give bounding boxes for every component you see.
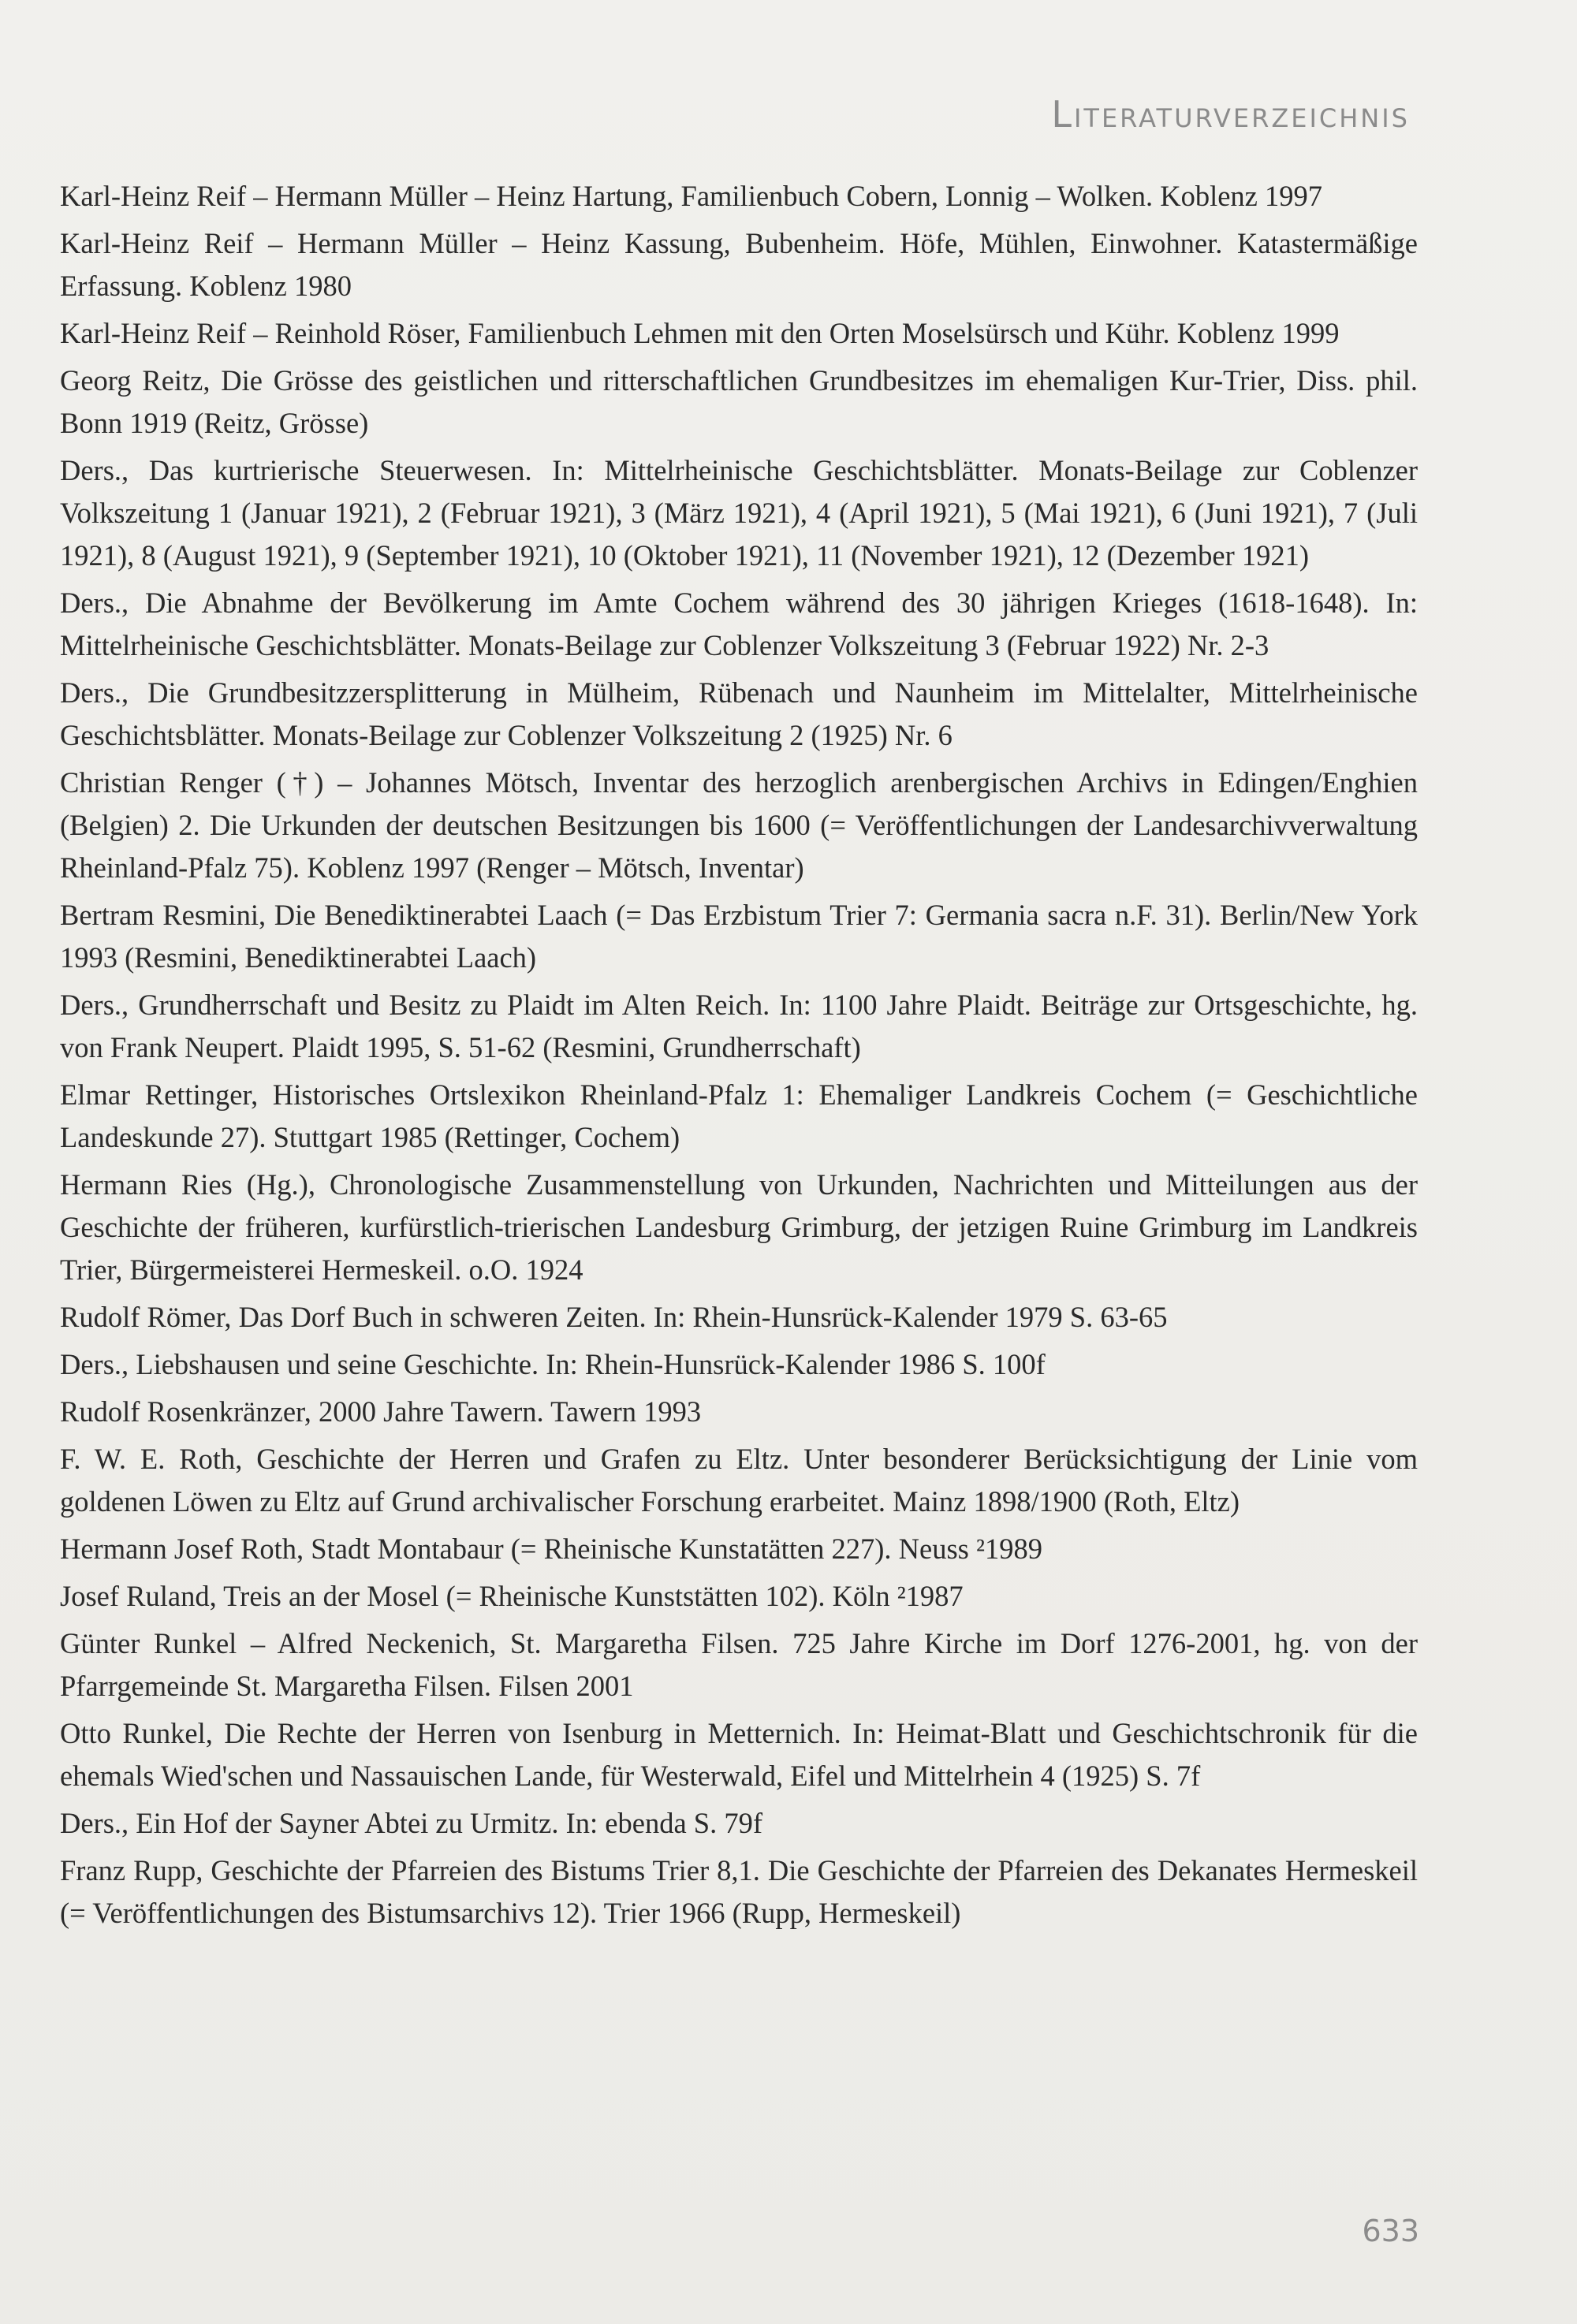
bibliography-entry: Karl-Heinz Reif – Hermann Müller – Heinz Kassung, Bubenheim. Höfe, Mühlen, Einwohner. Katastermäßige Erfassung. Koblenz 1980 (60, 227, 1418, 302)
bibliography-entry: Ders., Die Grundbesitzzersplitterung in Mülheim, Rübenach und Naunheim im Mittelalter, Mittelrheinische Geschichtsblätter. Monats-Beilage zur Coblenzer Volkszeitung 2 (1925) Nr. 6 (60, 676, 1418, 751)
bibliography-entry: Hermann Ries (Hg.), Chronologische Zusammenstellung von Urkunden, Nachrichten und Mitteilungen aus der Geschichte der früheren, kurfürstlich-trierischen Landesburg Grimburg, der jetzigen Ruine Grimburg im Landkreis Trier, Bürgermeisterei Hermeskeil. o.O. 1924 (60, 1168, 1418, 1286)
bibliography-entry: Ders., Grundherrschaft und Besitz zu Plaidt im Alten Reich. In: 1100 Jahre Plaidt. Beiträge zur Ortsgeschichte, hg. von Frank Neupert. Plaidt 1995, S. 51-62 (Resmini, Grundherrschaft) (60, 989, 1418, 1063)
bibliography-entry: Ders., Die Abnahme der Bevölkerung im Amte Cochem während des 30 jährigen Krieges (1618-1648). In: Mittelrheinische Geschichtsblätter. Monats-Beilage zur Coblenzer Volkszeitung 3 (Februar 1922) Nr. 2-3 (60, 587, 1418, 661)
bibliography-entry: Christian Renger (†) – Johannes Mötsch, Inventar des herzoglich arenbergischen Archivs in Edingen/Enghien (Belgien) 2. Die Urkunden der deutschen Besitzungen bis 1600 (= Veröffentlichungen der Landesarchivverwaltung Rheinland-Pfalz 75). Koblenz 1997 (Renger – Mötsch, Inventar) (60, 766, 1418, 884)
bibliography-entry: Rudolf Rosenkränzer, 2000 Jahre Tawern. Tawern 1993 (60, 1395, 702, 1428)
bibliography-entry: Günter Runkel – Alfred Neckenich, St. Margaretha Filsen. 725 Jahre Kirche im Dorf 1276-2001, hg. von der Pfarrgemeinde St. Margaretha Filsen. Filsen 2001 (60, 1627, 1418, 1702)
bibliography-entry: Georg Reitz, Die Grösse des geistlichen und ritterschaftlichen Grundbesitzes im ehemaligen Kur-Trier, Diss. phil. Bonn 1919 (Reitz, Grösse) (60, 364, 1418, 439)
bibliography-entry: Elmar Rettinger, Historisches Ortslexikon Rheinland-Pfalz 1: Ehemaliger Landkreis Cochem (= Geschichtliche Landeskunde 27). Stuttgart 1985 (Rettinger, Cochem) (60, 1078, 1418, 1153)
bibliography-entry: Franz Rupp, Geschichte der Pfarreien des Bistums Trier 8,1. Die Geschichte der Pfarreien des Dekanates Hermeskeil (= Veröffentlichungen des Bistumsarchivs 12). Trier 1966 (Rupp, Hermeskeil) (60, 1854, 1418, 1929)
bibliography-entry: F. W. E. Roth, Geschichte der Herren und Grafen zu Eltz. Unter besonderer Berücksichtigung der Linie vom goldenen Löwen zu Eltz auf Grund archivalischer Forschung erarbeitet. Mainz 1898/1900 (Roth, Eltz) (60, 1443, 1418, 1518)
running-header: Literaturverzeichnis (1051, 93, 1410, 136)
bibliography-entry: Ders., Ein Hof der Sayner Abtei zu Urmitz. In: ebenda S. 79f (60, 1807, 762, 1839)
bibliography-entry: Rudolf Römer, Das Dorf Buch in schweren Zeiten. In: Rhein-Hunsrück-Kalender 1979 S. 63-65 (60, 1301, 1168, 1333)
bibliography-entry: Otto Runkel, Die Rechte der Herren von Isenburg in Metternich. In: Heimat-Blatt und Geschichtschronik für die ehemals Wied'schen und Nassauischen Lande, für Westerwald, Eifel und Mittelrhein 4 (1925) S. 7f (60, 1717, 1418, 1792)
bibliography-list (60, 175, 1418, 1939)
bibliography-entry: Josef Ruland, Treis an der Mosel (= Rheinische Kunststätten 102). Köln ²1987 (60, 1580, 964, 1612)
bibliography-entry: Ders., Liebshausen und seine Geschichte. In: Rhein-Hunsrück-Kalender 1986 S. 100f (60, 1348, 1046, 1380)
bibliography-entry: Karl-Heinz Reif – Reinhold Röser, Familienbuch Lehmen mit den Orten Moselsürsch und Kühr. Koblenz 1999 (60, 317, 1340, 349)
bibliography-entry: Ders., Das kurtrierische Steuerwesen. In: Mittelrheinische Geschichtsblätter. Monats-Beilage zur Coblenzer Volkszeitung 1 (Januar 1921), 2 (Februar 1921), 3 (März 1921), 4 (April 1921), 5 (Mai 1921), 6 (Juni 1921), 7 (Juli 1921), 8 (August 1921), 9 (September 1921), 10 (Oktober 1921), 11 (November 1921), 12 (Dezember 1921) (60, 454, 1418, 572)
bibliography-entry: Hermann Josef Roth, Stadt Montabaur (= Rheinische Kunstatätten 227). Neuss ²1989 (60, 1533, 1042, 1565)
bibliography-entry: Bertram Resmini, Die Benediktinerabtei Laach (= Das Erzbistum Trier 7: Germania sacra n.F. 31). Berlin/New York 1993 (Resmini, Benediktinerabtei Laach) (60, 899, 1418, 974)
bibliography-entry: Karl-Heinz Reif – Hermann Müller – Heinz Hartung, Familienbuch Cobern, Lonnig – Wolken. Koblenz 1997 (60, 180, 1322, 212)
page-number: 633 (1362, 2214, 1419, 2248)
